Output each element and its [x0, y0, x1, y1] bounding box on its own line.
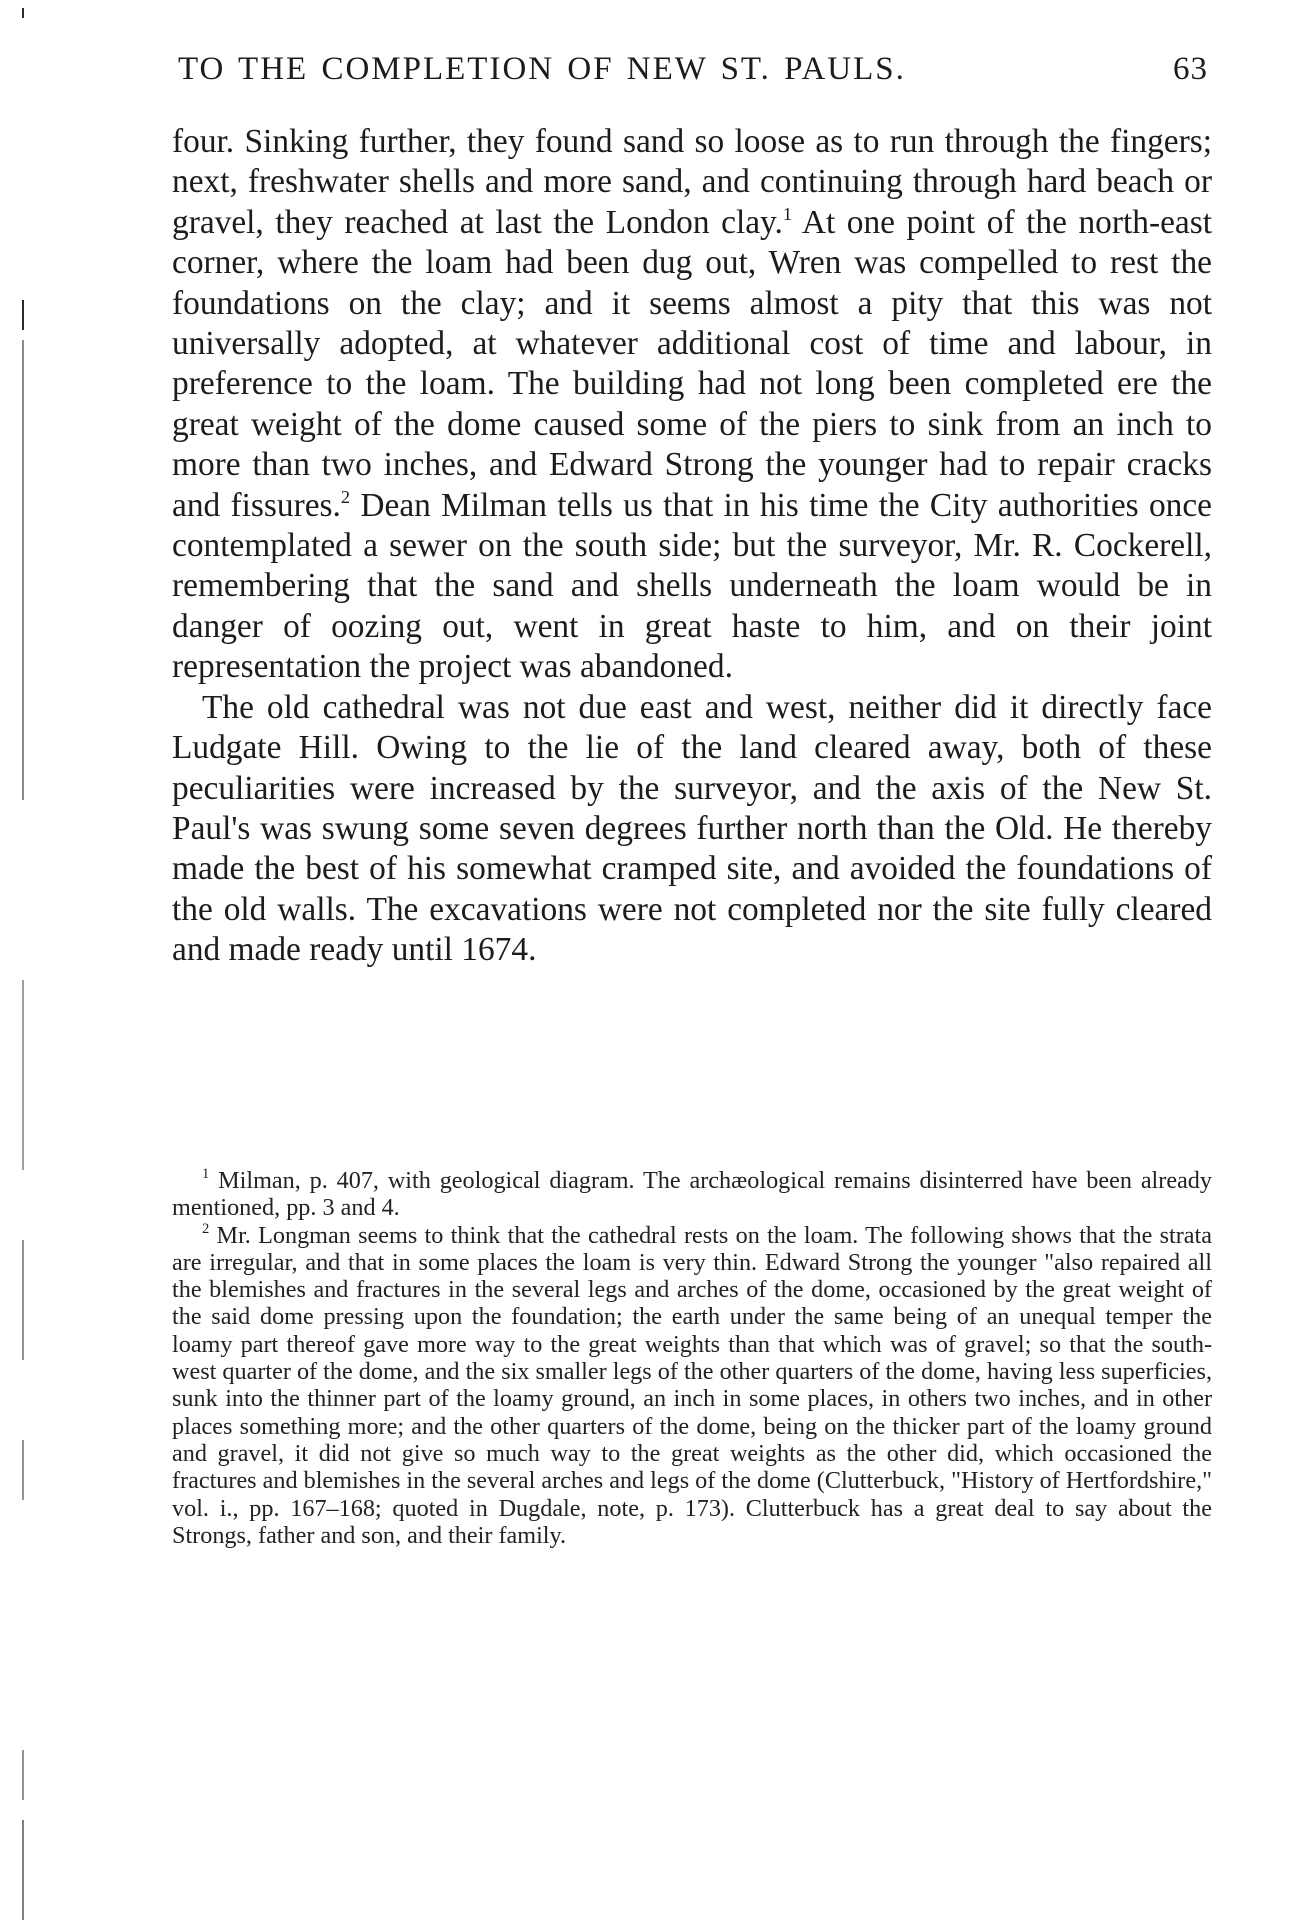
- running-head-title: TO THE COMPLETION OF NEW ST. PAULS.: [178, 51, 906, 87]
- footnote: [172, 1222, 1212, 1550]
- footnote: [172, 1167, 1212, 1222]
- scan-gutter-mark: [22, 8, 24, 18]
- scan-gutter-mark: [22, 340, 24, 800]
- paragraph-text: Dean Milman tells us that in his time the City authorities once contemplated a sewer on the south side; but the surveyor, Mr. R. Cockerell, remembering that the sand and shells underneath the loam would be in danger of oozing out, went in great haste to him, and on their joint representation the project was abandoned.: [172, 486, 1212, 686]
- footnote-mark: 1: [202, 1165, 210, 1182]
- paragraph: [172, 122, 1212, 688]
- footnote-text: Mr. Longman seems to think that the cathedral rests on the loam. The following shows that the strata are irregular, and that in some places the loam is very thin. Edward Strong the younger "also repaired all the blemishes and fractures in the several legs and arches of the dome, occasioned by the great weight of the said dome pressing upon the foundation; the earth under the same being of an unequal temper the loamy part thereof gave more way to the great weights than that which was of gravel; so that the south-west quarter of the dome, and the six smaller legs of the other quarters of the dome, having less superficies, sunk into the thinner part of the loamy ground, an inch in some places, in others two inches, and in other places something more; and the other quarters of the dome, being on the thicker part of the loamy ground and gravel, it did not give so much way to the great weights as the other did, which occasioned the fractures and blemishes in the several arches and legs of the dome (Clutterbuck, "History of Hertfordshire," vol. i., pp. 167–168; quoted in Dugdale, note, p. 173). Clutterbuck has a great deal to say about the Strongs, father and son, and their family.: [172, 1221, 1212, 1549]
- running-head: [172, 46, 1220, 92]
- page-number: 63: [1173, 51, 1208, 87]
- footnote-text: Milman, p. 407, with geological diagram. The archæological remains disinterred have been already mentioned, pp. 3 and 4.: [172, 1167, 1212, 1222]
- scan-gutter-mark: [22, 300, 24, 330]
- scan-gutter-mark: [22, 1820, 24, 1920]
- footnotes: [172, 1167, 1212, 1549]
- paragraph-text: four. Sinking further, they found sand so loose as to run through the fingers; next, freshwater shells and more sand, and continuing through hard beach or gravel, they reached at last the London clay.: [172, 123, 1212, 241]
- footnote-ref: 1: [782, 203, 793, 224]
- footnote-ref: 2: [340, 486, 351, 507]
- scan-gutter-mark: [22, 980, 24, 1170]
- scan-gutter-mark: [22, 1240, 24, 1360]
- paragraph: The old cathedral was not due east and west, neither did it directly face Ludgate Hill. Owing to the lie of the land cleared away, both of these peculiarities were increased by the surveyor, and the axis of the New St. Paul's was swung some seven degrees further north than the Old. He thereby made the best of his somewhat cramped site, and avoided the foundations of the old walls. The excavations were not completed nor the site fully cleared and made ready until 1674.: [172, 688, 1212, 969]
- footnote-mark: 2: [202, 1220, 210, 1237]
- main-text: [172, 122, 1212, 971]
- paragraph-text: At one point of the north-east corner, where the loam had been dug out, Wren was compelled to rest the foundations on the clay; and it seems almost a pity that this was not universally adopted, at whatever additional cost of time and labour, in preference to the loam. The building had not long been completed ere the great weight of the dome caused some of the piers to sink from an inch to more than two inches, and Edward Strong the younger had to repair cracks and fissures.: [172, 203, 1212, 524]
- scan-gutter-mark: [22, 1750, 24, 1800]
- scan-gutter-mark: [22, 1440, 24, 1500]
